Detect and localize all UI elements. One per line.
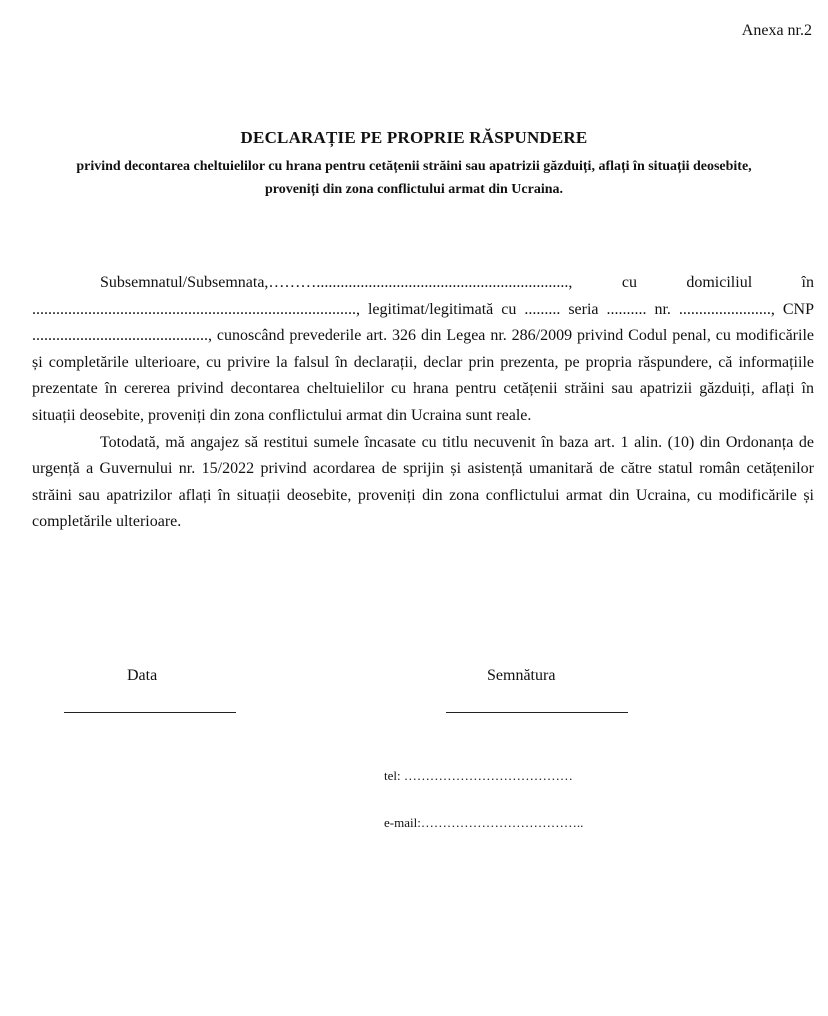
signature-line[interactable] bbox=[446, 712, 628, 713]
signature-label: Semnătura bbox=[487, 667, 556, 684]
document-subtitle: privind decontarea cheltuielilor cu hrana pentru cetățenii străini sau apatrizii găzduiți, aflați în situații deosebite, proveniți din zona conflictului armat din Ucraina. bbox=[76, 159, 752, 197]
declaration-paragraph: Subsemnatul/Subsemnata,………..............................................................., cu domiciliul în ................................................................................., legitimat/legitimată cu ......... seria .......... nr. ......................., CNP ............................................, cunoscând prevederile art. 326 din Legea nr. 286/2009 privind Codul penal, cu modificările și completările ulterioare, cu privire la falsul în declarații, declar prin prezenta, pe propria răspundere, că informațiile prezentate în cererea privind decontarea cheltuielilor cu hrana pentru cetățenii străini sau apatrizii găzduiți, aflați în situații deosebite, proveniți din zona conflictului armat din Ucraina sunt reale. bbox=[32, 274, 814, 424]
commitment-paragraph: Totodată, mă angajez să restitui sumele încasate cu titlu necuvenit în baza art. 1 alin. (10) din Ordonanța de urgență a Guvernului nr. 15/2022 privind acordarea de sprijin și asistență umanitară de către statul român cetățenilor străini sau apatrizilor aflați în situații deosebite, proveniți din zona conflictului armat din Ucraina, cu modificările și completările ulterioare. bbox=[32, 433, 814, 531]
document-title: DECLARAȚIE PE PROPRIE RĂSPUNDERE bbox=[240, 128, 588, 147]
email-field: e-mail:……………………………….. bbox=[384, 815, 584, 830]
annex-label: Anexa nr.2 bbox=[741, 22, 812, 39]
date-line[interactable] bbox=[64, 712, 236, 713]
date-label: Data bbox=[127, 667, 158, 684]
phone-field: tel: ………………………………… bbox=[384, 768, 573, 783]
declaration-body bbox=[32, 270, 814, 536]
